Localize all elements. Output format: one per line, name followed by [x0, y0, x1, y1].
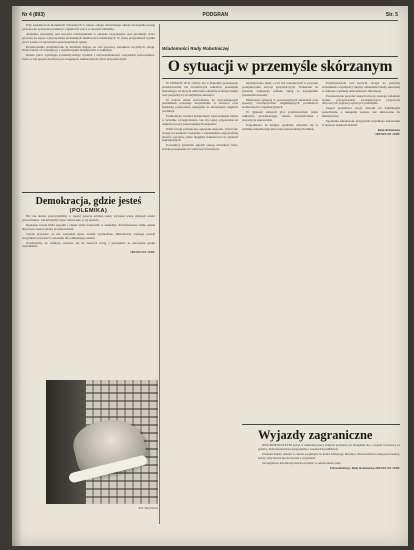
paragraph: Dyskutowano także o roli rad robotniczych w procesie podejmowania decyzji gospodarczych. Wskazano na potrzebę większego udziału załóg w zarządzaniu przedsiębiorstwami. — [242, 81, 318, 97]
page-spine-shadow — [12, 6, 22, 546]
paragraph: Spotkanie zakończono przyjęciem wspólnego stanowiska w sprawie dalszych działań. — [322, 119, 400, 127]
article-signature: IRENEUSZ JURY — [130, 249, 155, 254]
paragraph: Dyskusja trwała kilka tygodni i objęła wiele środowisk w zakładzie. Przedstawiono różne opinie dotyczące zasad wyboru przedstawicieli. — [22, 222, 155, 231]
article-col4 — [322, 82, 400, 137]
paragraph: Wnioski należy składać w dziale socjalnym do końca bieżącego miesiąca. Pierwszeństwo mają pracownicy, którzy dotychczas nie korzystali z wyjazdów. — [258, 451, 400, 460]
newspaper-page — [12, 6, 408, 546]
article-demokracja — [22, 196, 155, 254]
issue-number: Nr 4 (893) — [22, 12, 45, 18]
article-col3 — [242, 82, 318, 133]
newspaper-name: PODGRAN — [202, 12, 229, 18]
paragraph: Oczekujemy, że redakcja odniesie się do naszych uwag i przedstawi je szerszemu gronu czytelników. — [22, 240, 155, 249]
section-kicker: Wiadomości Rady Robotniczej — [162, 46, 229, 51]
paragraph: Przy zasadniczych kierunkach wskazanych w trakcie całego omawianego okresu szczególną uwagę poświęcono sprawom produkcji i organizacji pracy w naszym zakładzie. — [22, 23, 155, 31]
article-subtitle: (POLEMIKA) — [69, 208, 108, 214]
paragraph: Aktualnie pracujemy nad nowymi rozwiązaniami w zakresie zaopatrzenia oraz produkcji, które pozwolą na lepsze wykorzystanie posiadanych możliwości technicznych. W wielu przypadkach wyniki pracy zależą od sprawności poszczególnych ogniw. — [22, 31, 155, 44]
headline-rule-bottom — [162, 78, 398, 79]
article-signature-name: IRENEUSZ JURY — [375, 131, 400, 136]
paragraph: Uczestnicy spotkania zgłosili szereg wniosków, które zostaną przekazane do właściwych instytucji. — [162, 143, 238, 152]
article-signature: Przewodniczący Rady Robotniczej IRENEUSZ JURY — [329, 465, 400, 470]
column-divider — [159, 24, 160, 524]
photo-caption: Fot. Józef Wnuk — [138, 506, 158, 510]
paragraph: Omówiono sytuację w poszczególnych zakładach oraz sposoby rozwiązywania najpilniejszych problemów technicznych i organizacyjnych. — [242, 97, 318, 110]
headline-rule — [162, 56, 398, 57]
article-signature-org: Rada Robotnicza — [377, 128, 400, 133]
paragraph: Szczegółowe informacje można uzyskać w sekretariacie rady. — [262, 460, 341, 465]
paragraph: DWUDZIESTOLETNI pobyt w zakładzie pracy stanowi podstawę do ubiegania się o wyjazd wczasowy za granicę. Rada Robotnicza przypomina o zasadach kwalifikacji. — [258, 443, 400, 451]
wyjazdy-title: Wyjazdy zagraniczne — [258, 428, 373, 442]
headline: O sytuacji w przemyśle skórzanym — [167, 58, 393, 75]
paragraph: W DNIACH 20 II odbyło się w Radomiu posiedzenie przedstawicieli rad robotniczych zakładów przemysłu skórzanego, na którym omówiono aktualną sytuację branży oraz perspektywy na najbliższe miesiące. — [162, 81, 238, 97]
paragraph: Zespół przedstawi swoje wnioski na najbliższym posiedzeniu, a następnie zostaną one skierowane do ministerstwa. — [322, 106, 400, 119]
paragraph: W trakcie obrad stwierdzono, że najważniejszym problemem pozostaje zaopatrzenie w surowce oraz materiały pomocnicze niezbędne do utrzymania ciągłości produkcji. — [162, 97, 238, 114]
paragraph: Równocześnie podejmowane są działania mające na celu poprawę warunków socjalnych załogi. Wiele zależy od współpracy z organizacjami działającymi w zakładzie. — [22, 44, 155, 53]
paragraph: W dyskusji zabierali głos przedstawiciele wielu zakładów, przedstawiając własne doświadczenia i propozycje usprawnień. — [242, 110, 318, 122]
paragraph: Przedstawiciele rad zwrócili uwagę na potrzebę zacieśnienia współpracy między zakładami branży skórzanej w zakresie wymiany doświadczeń i informacji. — [322, 81, 400, 93]
paragraph: Postanowiono powołać zespół roboczy, którego zadaniem będzie przygotowanie szczegółowych propozycji dotyczących poprawy sytuacji w przemyśle. — [322, 93, 400, 106]
paragraph: Nie tak dawno przeczytaliśmy w naszej gazecie artykuł, który wywołał wiele dyskusji wśród pracowników. Chcielibyśmy zająć stanowisko w tej sprawie. — [22, 214, 155, 222]
paragraph: Trzeba przyznać, że nie wszystkie głosy zostały wysłuchane. Demokracja wymaga przede wszystkim otwartości i szacunku dla odmiennego zdania. — [22, 231, 155, 240]
section-divider — [22, 192, 155, 193]
paragraph: Wiele uwagi poświęcono sprawom eksportu. Zwrócono uwagę na trudności związane z uzyskaniem odpowiedniej jakości wyrobów, które mogłyby konkurować na rynkach zagranicznych. — [162, 126, 238, 143]
shoe-photo — [46, 380, 158, 504]
page-number: Str. 5 — [385, 12, 398, 18]
article-wyjazdy — [258, 444, 400, 471]
article-title: Demokracja, gdzie jesteś — [35, 196, 142, 207]
article-col1-top — [22, 24, 155, 63]
article-col2 — [162, 82, 238, 153]
paragraph: Dalsze prace wymagają systematycznego wysiłku i odpowiedzialności wszystkich pracowników. Tylko w ten sposób możliwe jest osiągnięcie zamierzonych celów gospodarczych. — [22, 53, 155, 62]
masthead — [22, 10, 398, 21]
section-divider-wyjazdy — [242, 424, 400, 425]
paragraph: Podkreślono również konieczność wprowadzenia zmian w systemie wynagradzania, tak aby lepiej odpowiadał on wkładowi pracy poszczególnych zespołów. — [162, 114, 238, 126]
paragraph: Uzgodniono, że kolejne spotkanie odbędzie się w terminie umożliwiającym ocenę wprowadzonych zmian. — [242, 123, 318, 131]
